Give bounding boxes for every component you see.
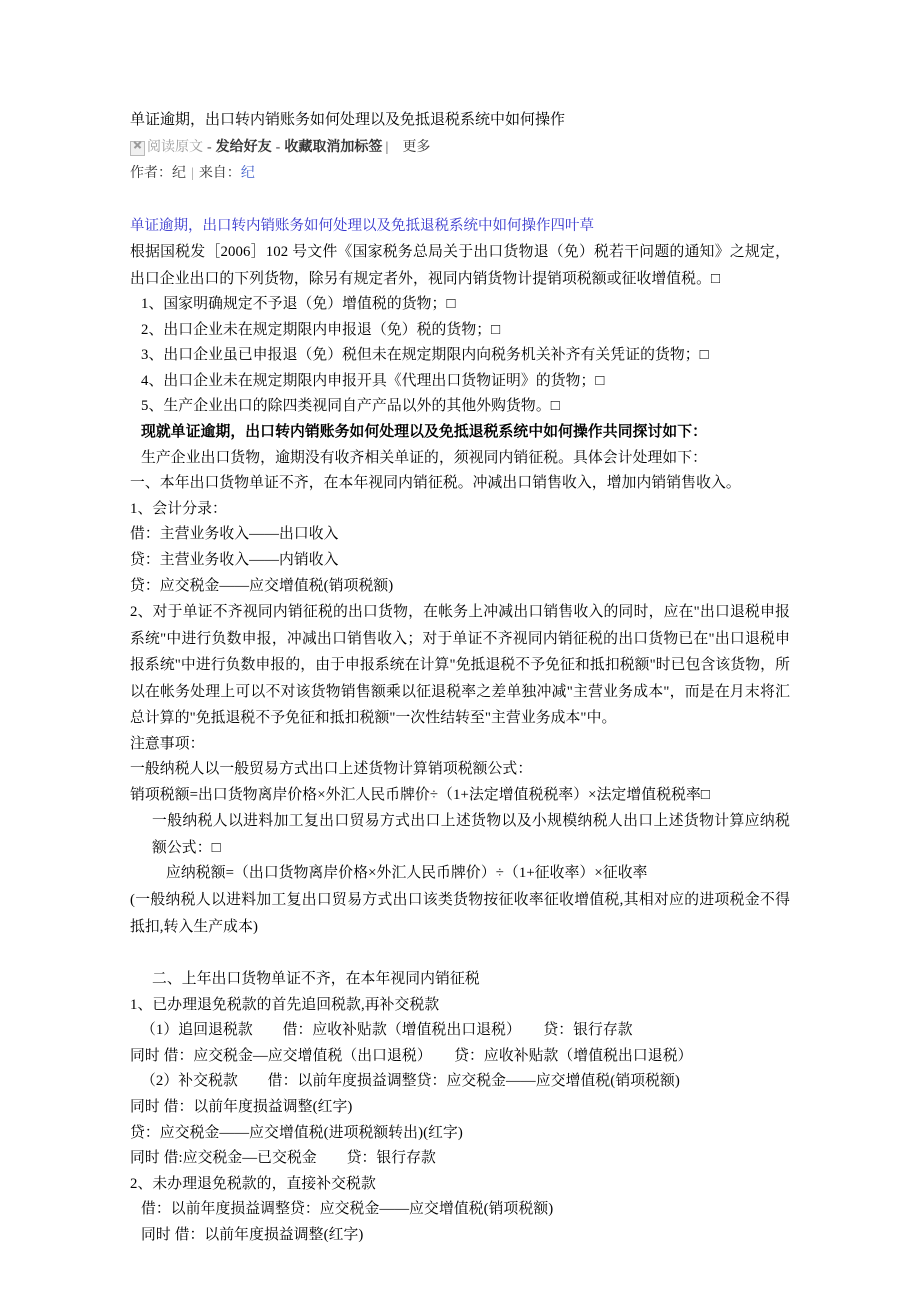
header-body-spacer — [130, 186, 790, 213]
paragraph-two: 2、对于单证不齐视同内销征税的出口货物，在帐务上冲减出口销售收入的同时，应在"出口退税申报系统"中进行负数申报，冲减出口销售收入；对于单证不齐视同内销征税的出口货物已在"出口退税申报系统"中进行负数申报的，由于申报系统在计算"免抵退税不予免征和抵扣税额"时已包含该货物，所以在帐务处理上可以不对该货物销售额乘以征退税率之差单独冲减"主营业务成本"，而是在月末将汇总计算的"免抵退税不予免征和抵扣税额"一次性结转至"主营业务成本"中。 — [130, 604, 790, 727]
section-spacer — [130, 940, 790, 967]
accounting-entry: 同时 借:应交税金—已交税金 贷：银行存款 — [130, 1150, 436, 1167]
list-item: 2、出口企业未在规定期限内申报退（免）税的货物；□ — [141, 321, 501, 338]
action-pipe: | — [385, 140, 389, 155]
notes-line-1: 一般纳税人以一般贸易方式出口上述货物计算销项税额公式： — [130, 761, 533, 778]
article-content — [130, 108, 790, 1249]
accounting-entry: 借：主营业务收入——出口收入 — [130, 526, 339, 543]
section-two-item-1: 1、已办理退免税款的首先追回税款,再补交税款 — [130, 996, 440, 1013]
list-item: 1、国家明确规定不予退（免）增值税的货物；□ — [141, 296, 456, 312]
send-to-friend-link[interactable]: 发给好友 — [215, 140, 272, 155]
section-one-title: 一、本年出口货物单证不齐，在本年视同内销征税。冲减出口销售收入，增加内销销售收入。 — [130, 475, 741, 492]
article-intro: 根据国税发［2006］102 号文件《国家税务总局关于出口货物退（免）税若干问题的通知》之规定，出口企业出口的下列货物，除另有规定者外，视同内销货物计提销项税额或征收增值税。□ — [130, 244, 790, 287]
accounting-entry: 同时 借：以前年度损益调整(红字) — [141, 1226, 364, 1243]
notes-title: 注意事项： — [130, 735, 205, 752]
action-separator-1: - — [207, 140, 212, 155]
accounting-entry: （1）追回退税款 借：应收补贴款（增值税出口退税） 贷：银行存款 — [141, 1022, 633, 1039]
source-link[interactable]: 纪 — [240, 166, 255, 181]
accounting-entry: 贷：应交税金——应交增值税(销项税额) — [130, 577, 394, 594]
read-original-link[interactable]: 阅读原文 — [147, 140, 203, 155]
note-parenthetical: (一般纳税人以进料加工复出口贸易方式出口该类货物按征收率征收增值税,其相对应的进项税金不得抵扣,转入生产成本) — [130, 892, 790, 935]
accounting-entry: 借：以前年度损益调整贷：应交税金——应交增值税(销项税额) — [141, 1201, 554, 1218]
action-separator-2: - — [275, 140, 281, 155]
sub-lead-paragraph: 生产企业出口货物，逾期没有收齐相关单证的，须视同内销征税。具体会计处理如下： — [141, 449, 708, 466]
bold-lead-paragraph: 现就单证逾期，出口转内销账务如何处理以及免抵退税系统中如何操作共同探讨如下： — [141, 423, 708, 440]
entry-title-1: 1、会计分录： — [130, 500, 227, 517]
source-label: 来自： — [198, 166, 241, 181]
accounting-entry: 贷：主营业务收入——内销收入 — [130, 551, 339, 568]
accounting-entry: 同时 借：以前年度损益调整(红字) — [130, 1098, 353, 1115]
list-item: 3、出口企业虽已申报退（免）税但未在规定期限内向税务机关补齐有关凭证的货物；□ — [141, 347, 709, 364]
author-label: 作者：纪 — [130, 166, 186, 181]
accounting-entry: 贷：应交税金——应交增值税(进项税额转出)(红字) — [130, 1124, 463, 1141]
accounting-entry: 同时 借：应交税金—应交增值税（出口退税） 贷：应收补贴款（增值税出口退税） — [130, 1047, 693, 1064]
formula-2: 应纳税额=（出口货物离岸价格×外汇人民币牌价）÷（1+征收率）×征收率 — [166, 865, 648, 882]
broken-image-icon — [130, 141, 145, 156]
favorite-tag-link[interactable]: 收藏取消加标签 — [284, 140, 383, 155]
list-item: 5、生产企业出口的除四类视同自产产品以外的其他外购货物。□ — [141, 398, 560, 415]
author-pipe: | — [191, 166, 194, 181]
action-bar — [130, 136, 790, 160]
article-heading: 单证逾期，出口转内销账务如何处理以及免抵退税系统中如何操作四叶草 — [130, 218, 594, 234]
section-two-item-2: 2、未办理退免税款的，直接补交税款 — [130, 1175, 376, 1192]
list-item: 4、出口企业未在规定期限内申报开具《代理出口货物证明》的货物；□ — [141, 372, 605, 389]
section-two-title: 二、上年出口货物单证不齐，在本年视同内销征税 — [152, 971, 480, 987]
more-link[interactable]: 更多 — [402, 140, 431, 155]
accounting-entry: （2）补交税款 借：以前年度损益调整贷：应交税金——应交增值税(销项税额) — [141, 1073, 680, 1090]
author-line — [130, 162, 790, 186]
page-title: 单证逾期，出口转内销账务如何处理以及免抵退税系统中如何操作 — [130, 112, 566, 128]
formula-1: 销项税额=出口货物离岸价格×外汇人民币牌价÷（1+法定增值税税率）×法定增值税税率□ — [130, 786, 710, 803]
notes-line-2: 一般纳税人以进料加工复出口贸易方式出口上述货物以及小规模纳税人出口上述货物计算应纳税额公式：□ — [152, 813, 790, 856]
